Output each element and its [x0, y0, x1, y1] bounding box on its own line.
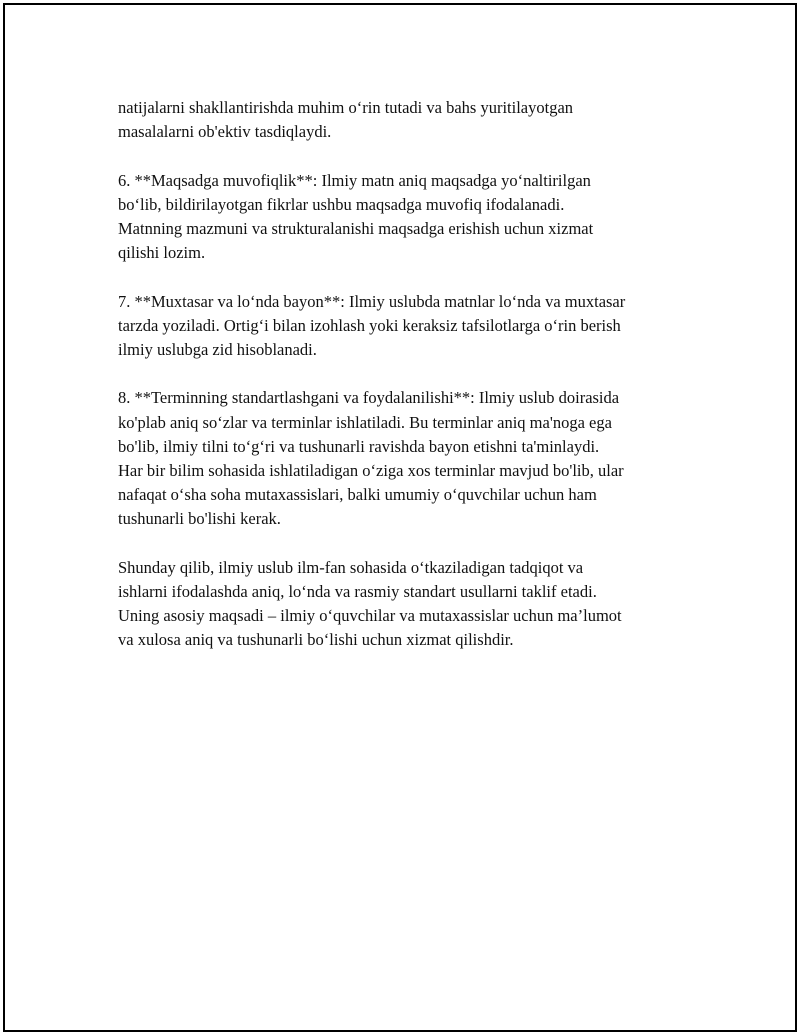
text-line: Matnning mazmuni va strukturalanishi maqsadga erishish uchun xizmat — [118, 219, 594, 238]
paragraph-conclusion — [118, 556, 698, 653]
text-line: Har bir bilim sohasida ishlatiladigan o‘ziga xos terminlar mavjud bo'lib, ular — [118, 461, 624, 480]
text-line: nafaqat o‘sha soha mutaxassislari, balki umumiy o‘quvchilar uchun ham — [118, 485, 597, 505]
text-line: ishlarni ifodalashda aniq, lo‘nda va rasmiy standart usullarni taklif etadi. — [118, 582, 597, 601]
text-line: bo'lib, ilmiy tilni to‘g‘ri va tushunarli ravishda bayon etishni ta'minlaydi. — [118, 436, 600, 456]
text-line: 6. **Maqsadga muvofiqlik**: Ilmiy matn aniq maqsadga yo‘naltirilgan — [118, 170, 591, 190]
text-line: ko'plab aniq so‘zlar va terminlar ishlatiladi. Bu terminlar aniq ma'noga ega — [118, 412, 612, 432]
paragraph-item-7 — [118, 290, 698, 363]
text-line: masalalarni ob'ektiv tasdiqlaydi. — [118, 122, 332, 142]
text-line: 7. **Muxtasar va lo‘nda bayon**: Ilmiy uslubda matnlar lo‘nda va muxtasar — [118, 291, 626, 311]
paragraph-continuation — [118, 96, 698, 144]
text-line: natijalarni shakllantirishda muhim o‘rin tutadi va bahs yuritilayotgan — [118, 98, 574, 117]
text-line: qilishi lozim. — [118, 243, 206, 263]
text-line: tarzda yoziladi. Ortig‘i bilan izohlash yoki keraksiz tafsilotlarga o‘rin berish — [118, 315, 621, 335]
text-line: Shunday qilib, ilmiy uslub ilm-fan sohasida o‘tkaziladigan tadqiqot va — [118, 557, 584, 577]
text-line: bo‘lib, bildirilayotgan fikrlar ushbu maqsadga muvofiq ifodalanadi. — [118, 194, 565, 214]
paragraph-item-8 — [118, 386, 698, 531]
paragraph-item-6 — [118, 169, 698, 266]
text-line: Uning asosiy maqsadi – ilmiy o‘quvchilar va mutaxassislar uchun ma’lumot — [118, 606, 622, 626]
text-line: 8. **Terminning standartlashgani va foydalanilishi**: Ilmiy uslub doirasida — [118, 388, 620, 408]
text-line: tushunarli bo'lishi kerak. — [118, 509, 281, 529]
text-line: ilmiy uslubga zid hisoblanadi. — [118, 340, 317, 359]
document-page — [3, 3, 797, 1032]
document-body — [118, 96, 698, 677]
text-line: va xulosa aniq va tushunarli bo‘lishi uchun xizmat qilishdir. — [118, 630, 514, 650]
